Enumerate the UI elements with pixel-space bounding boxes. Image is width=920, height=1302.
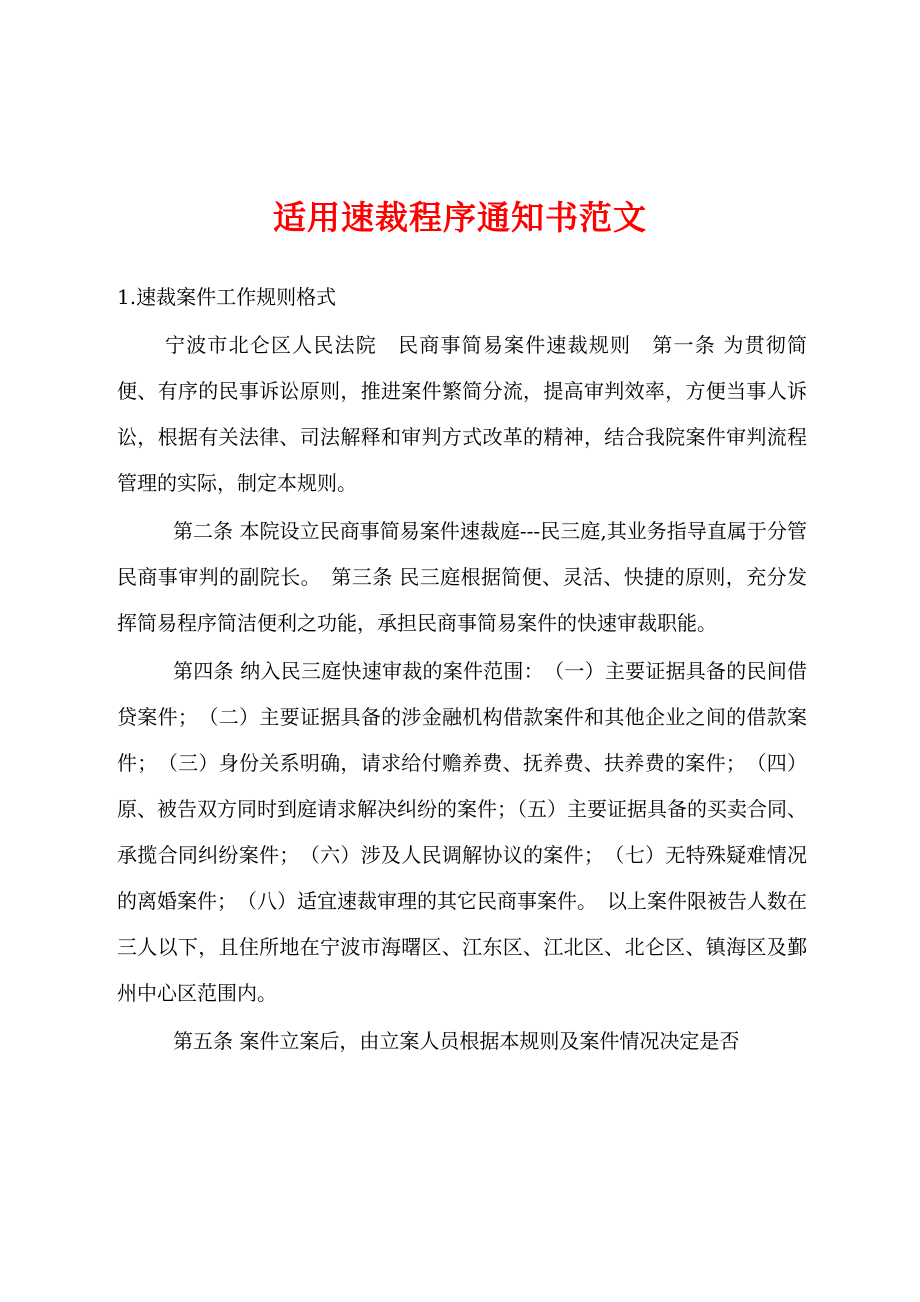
paragraph-4: 第五条 案件立案后，由立案人员根据本规则及案件情况决定是否 <box>173 1029 740 1053</box>
paragraph-3: 第四条 纳入民三庭快速审裁的案件范围： （一）主要证据具备的民间借贷案件； （二）主要证据具备的涉金融机构借款案件和其他企业之间的借款案件； （三）身份关系明确，请求给付赡养费、抚养费、扶养费的案件； （四）原、被告双方同时到庭请求解决纠纷的案件；（五）主要证据具备的买卖合同、承揽合同纠纷案件； （六）涉及人民调解协议的案件； （七）无特殊疑难情况的离婚案件； （八）适宜速裁审理的其它民商事案件。 以上案件限被告人数在三人以下，且住所地在宁波市海曙区、江东区、江北区、北仑区、镇海区及鄞州中心区范围内。 <box>117 659 807 1005</box>
document-body <box>117 276 807 1064</box>
document-title: 适用速裁程序通知书范文 <box>273 198 647 237</box>
paragraph-1: 宁波市北仑区人民法院 民商事简易案件速裁规则 第一条 为贯彻简便、有序的民事诉讼原则，推进案件繁简分流，提高审判效率，方便当事人诉讼，根据有关法律、司法解释和审判方式改革的精神，结合我院案件审判流程管理的实际，制定本规则。 <box>117 333 807 495</box>
section-heading: 1.速裁案件工作规则格式 <box>117 285 337 309</box>
paragraph-2: 第二条 本院设立民商事简易案件速裁庭---民三庭,其业务指导直属于分管民商事审判的副院长。 第三条 民三庭根据简便、灵活、快捷的原则，充分发挥简易程序简洁便利之功能，承担民商事简易案件的快速审裁职能。 <box>117 519 807 635</box>
